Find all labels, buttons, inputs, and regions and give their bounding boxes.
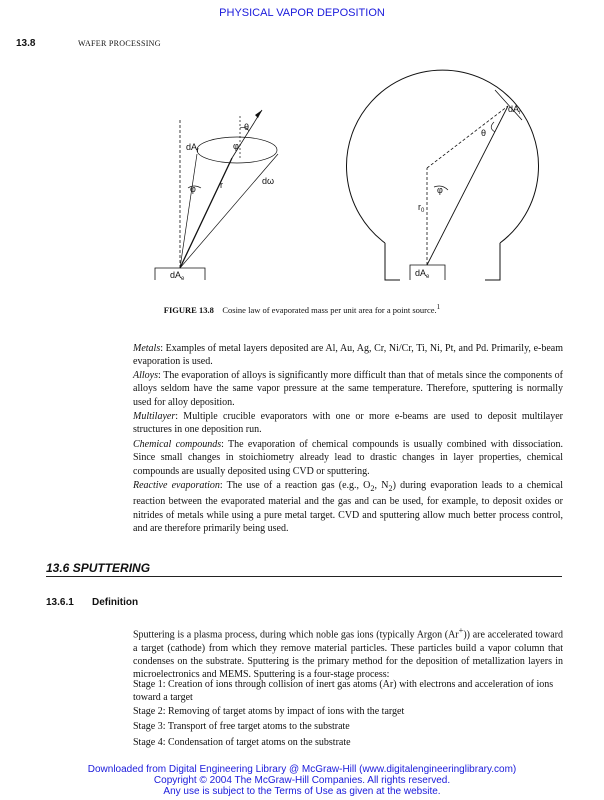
stage-item-3: Stage 3: Transport of free target atoms to the substrate <box>133 721 350 732</box>
stage-item-2: Stage 2: Removing of target atoms by impact of ions with the target <box>133 706 405 717</box>
right-theta-arc <box>491 122 495 132</box>
left-label-dAe: $dA_e$ <box>170 270 185 282</box>
stage-item-4: Stage 4: Condensation of target atoms on the substrate <box>133 737 351 748</box>
left-label-theta: θ <box>244 122 250 132</box>
footer <box>0 764 604 797</box>
right-base-right <box>485 243 500 280</box>
right-label-dAr: $dA_r$ <box>508 104 522 116</box>
subsection-title: Definition <box>92 597 139 608</box>
section-rule <box>46 576 562 577</box>
paragraph-alloys: Alloys: The evaporation of alloys is significantly more difficult than that of metals since the components of alloys seldom have the same vapor pressure at the same temperature. Therefore, sputtering is normally used for alloy deposition. <box>133 370 563 408</box>
right-diagram <box>347 70 539 300</box>
stage-item-1: Stage 1: Creation of ions through collision of inert gas atoms (Ar) with electrons and acceleration of ions toward a target <box>133 679 554 704</box>
figure-caption-label: FIGURE 13.8 <box>163 304 214 315</box>
right-label-theta: θ <box>481 128 487 138</box>
paragraph-sputtering-intro: Sputtering is a plasma process, during which noble gas ions (typically Argon (Ar+)) are accelerated toward a target (cathode) from which they remove material particles. These particles build a vapor column that condenses on the substrate. Sputtering is the primary method for the deposition of metallization layers in microelectronics and MEMS. Sputtering is a four-stage process: <box>133 626 564 681</box>
right-base-left <box>385 243 400 280</box>
cosine-law-figure <box>0 60 604 300</box>
left-arrow-head <box>255 110 262 118</box>
paragraph-chemical-compounds: Chemical compounds: The evaporation of chemical compounds is usually combined with dissociation. Since small changes in stoichiometry already lead to drastic changes in layer properties, chemical compounds are usually deposited using CVD or sputtering. <box>133 439 563 477</box>
left-r-vector <box>180 158 232 268</box>
document-title-header: PHYSICAL VAPOR DEPOSITION <box>219 7 385 19</box>
right-label-dAe: $dA_e$ <box>415 268 430 280</box>
right-r0-dashed <box>427 106 508 168</box>
running-head: WAFER PROCESSING <box>78 39 161 48</box>
figure-caption <box>0 303 604 315</box>
figure-caption-ref: 1 <box>436 303 441 311</box>
footer-line-terms[interactable]: Any use is subject to the Terms of Use as given at the website. <box>163 786 441 797</box>
left-label-phi-top: φ <box>233 141 239 151</box>
subsection-number: 13.6.1 <box>46 597 74 608</box>
page-number: 13.8 <box>16 38 36 49</box>
left-diagram <box>155 110 278 282</box>
paragraph-metals: Metals: Examples of metal layers deposited are Al, Au, Ag, Cr, Ni/Cr, Ti, Ni, Pt, and Pd. Primarily, e-beam evaporation is used. <box>133 343 563 368</box>
left-label-r: r <box>220 180 223 190</box>
left-label-dAr: $dA_r$ <box>186 142 200 154</box>
right-label-r0: $r_0$ <box>418 202 425 214</box>
left-label-phi: φ <box>190 184 196 194</box>
section-heading: 13.6 SPUTTERING <box>46 561 151 575</box>
paragraph-multilayer: Multilayer: Multiple crucible evaporators with one or more e-beams are used to deposit multilayer structures in one deposition run. <box>133 411 563 436</box>
left-label-domega: dω <box>262 176 275 186</box>
right-label-phi: φ <box>437 185 443 195</box>
figure-caption-text: Cosine law of evaporated mass per unit area for a point source. <box>222 304 437 315</box>
right-hidden <box>385 243 500 300</box>
subsection-heading <box>46 597 138 608</box>
footer-line-download[interactable]: Downloaded from Digital Engineering Library @ McGraw-Hill (www.digitalengineeringlibrary.com) <box>87 764 517 775</box>
footer-line-copyright: Copyright © 2004 The McGraw-Hill Companies. All rights reserved. <box>153 775 451 786</box>
paragraph-reactive-evaporation: Reactive evaporation: The use of a reaction gas (e.g., $O_2$, $N_2$) during evaporation leads to a chemical reaction between the evaporated material and the gas and can be used, for example, to deposit oxides or nitrides of metals while using a pure metal target. CVD and sputtering allow much better process control, and are therefore primarily being used. <box>133 480 563 534</box>
right-sphere-outline <box>347 70 539 243</box>
